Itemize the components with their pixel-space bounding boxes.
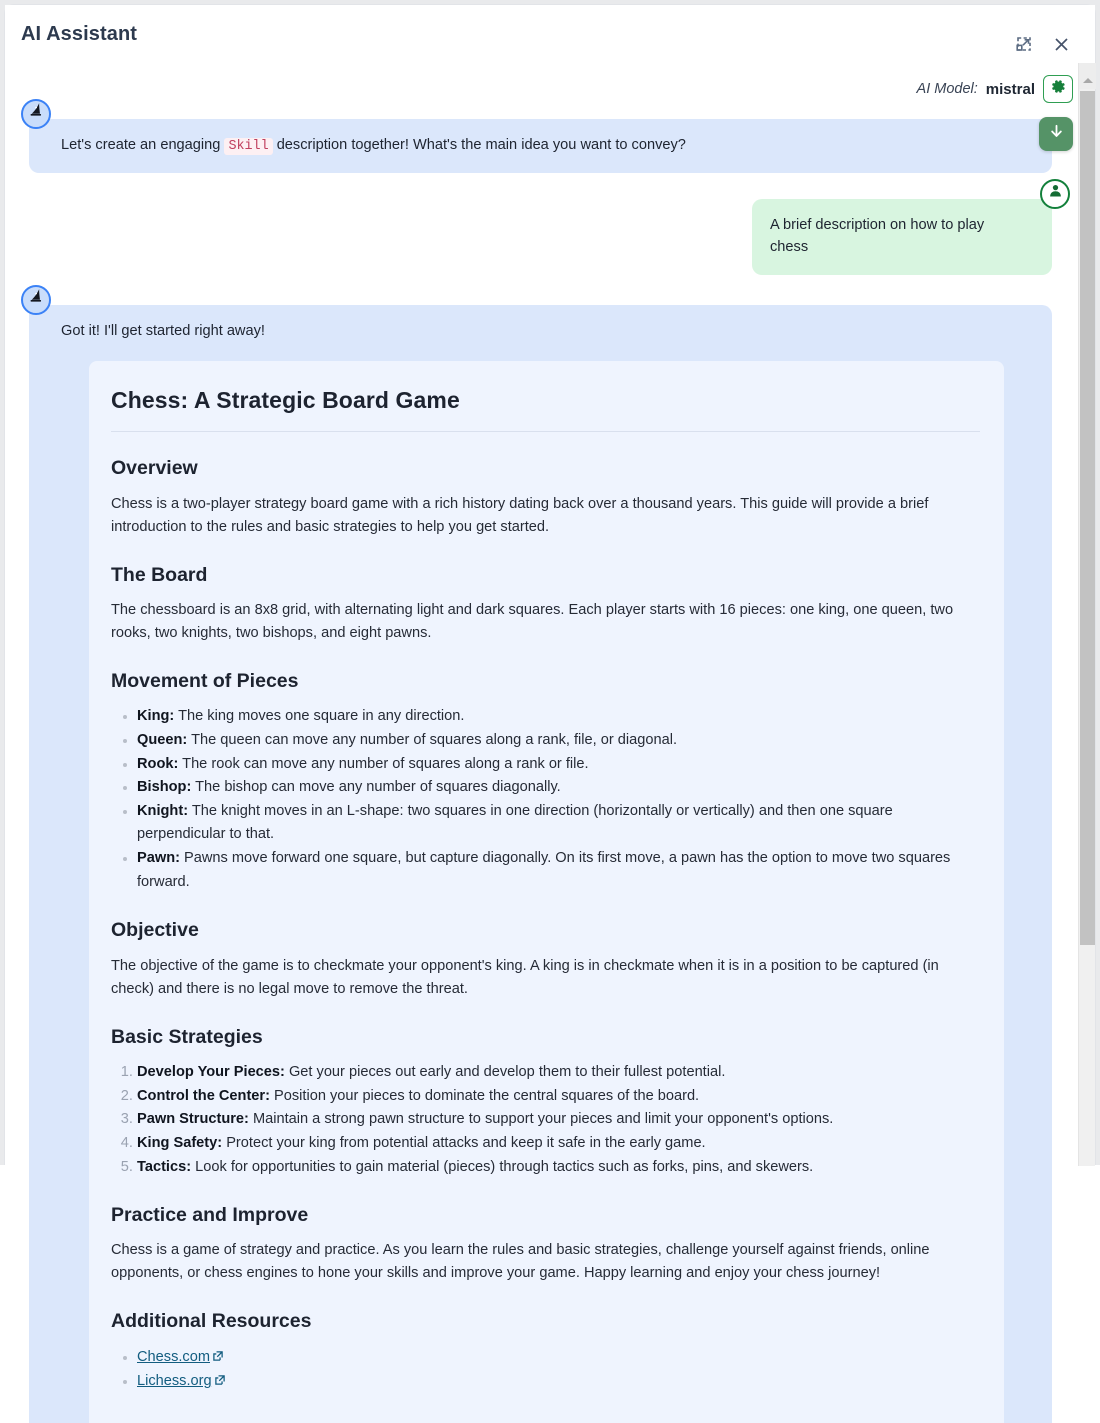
page-title: AI Assistant [21,23,138,45]
list-item-text: Pawns move forward one square, but capture diagonally. On its first move, a pawn has the option to move two squares forward. [137,850,951,890]
list-item-term: Control the Center: [137,1087,270,1104]
list-item [137,1132,980,1156]
model-settings-button[interactable] [1043,75,1073,103]
vertical-scrollbar[interactable] [1078,63,1095,1166]
section-heading-objective: Objective [111,919,199,942]
section-heading-practice-and-improve: Practice and Improve [111,1204,309,1227]
list-item [137,1108,980,1132]
scroll-to-bottom-button[interactable] [1039,117,1073,151]
message-text-before: Let's create an engaging [61,137,225,153]
section-heading-movement-of-pieces: Movement of Pieces [111,669,299,692]
message-bubble [29,119,1052,173]
section-paragraph-practice-and-improve: Chess is a game of strategy and practice. As you learn the rules and basic strategies, challenge yourself against friends, online opponents, or chess engines to hone your skills and improve your game. Happy learning and enjoy your chess journey! [111,1242,930,1282]
list-item [137,753,980,777]
list-item [137,776,980,800]
list-item-term: Queen: [137,731,188,748]
list-item-text: The king moves one square in any direction. [174,708,465,725]
section-heading-basic-strategies: Basic Strategies [111,1025,263,1048]
list-item-term: Pawn Structure: [137,1111,249,1128]
list-item-text: The queen can move any number of squares along a rank, file, or diagonal. [187,731,678,748]
message-bubble [29,305,1052,1423]
list-item [137,1085,980,1109]
document-title: Chess: A Strategic Board Game [111,383,980,433]
list-item [137,1346,980,1371]
list-item-term: Bishop: [137,779,192,796]
additional-resources-list [111,1346,980,1395]
list-item-term: King: [137,708,175,725]
list-item-text: Get your pieces out early and develop them to their fullest potential. [284,1063,726,1080]
person-icon [1047,182,1064,207]
user-avatar [1040,179,1070,209]
list-item-text: The knight moves in an L-shape: two squares in one direction (horizontally or vertically) and then one square perpendicular to that. [137,802,893,843]
ai-assistant-window [4,4,1096,1390]
message-bubble [752,199,1052,275]
list-item-term: Rook: [137,755,179,772]
message-user-1 [5,199,1080,275]
section-paragraph-overview: Chess is a two-player strategy board game with a rich history dating back over a thousand years. This guide will provide a brief introduction to the rules and basic strategies to help you get started. [111,495,929,535]
scrollbar-thumb[interactable] [1080,91,1095,945]
basic-strategies-list [111,1061,980,1179]
scrollbar-up-button[interactable] [1079,63,1096,89]
list-item [137,847,980,894]
chevron-up-icon [1083,78,1093,83]
list-item [137,1061,980,1085]
message-list [5,105,1080,1423]
window-titlebar [5,5,1095,67]
list-item-term: King Safety: [137,1134,223,1151]
list-item-text: Position your pieces to dominate the central squares of the board. [269,1087,700,1104]
link-lichess-org[interactable]: Lichess.org [137,1373,212,1390]
list-item-text: The rook can move any number of squares along a rank or file. [178,755,589,772]
model-selector-row [917,75,1073,103]
list-item [137,729,980,753]
list-item [137,1156,980,1180]
list-item-text: Protect your king from potential attacks and keep it safe in the early game. [222,1134,706,1151]
list-item-term: Tactics: [137,1158,192,1175]
arrow-down-icon [1048,123,1065,145]
list-item-term: Knight: [137,802,189,819]
list-item-term: Develop Your Pieces: [137,1063,285,1080]
expand-icon [1014,35,1033,59]
message-text: A brief description on how to play chess [770,217,985,255]
list-item [137,1370,980,1395]
message-text: Got it! I'll get started right away! [61,322,265,339]
model-name-value: mistral [985,80,1035,98]
assistant-avatar [21,99,51,129]
section-heading-the-board: The Board [111,563,208,586]
list-item-term: Pawn: [137,850,180,867]
message-assistant-2 [5,305,1080,1423]
chat-scroll-area[interactable] [5,105,1097,1390]
list-item-text: Maintain a strong pawn structure to support your pieces and limit your opponent's options. [248,1111,834,1128]
list-item [137,705,980,729]
close-window-button[interactable] [1047,33,1075,61]
section-paragraph-the-board: The chessboard is an 8x8 grid, with alternating light and dark squares. Each player starts with 16 pieces: one king, one queen, two rooks, two knights, two bishops, and eight pawns. [111,601,954,641]
piece-movement-list [111,705,980,894]
link-chess-com[interactable]: Chess.com [137,1348,210,1365]
assistant-avatar [21,285,51,315]
section-paragraph-objective: The objective of the game is to checkmate your opponent's king. A king is in checkmate when it is in a position to be captured (in check) and there is no legal move to remove the threat. [111,957,939,997]
external-link-icon [212,1347,224,1371]
expand-window-button[interactable] [1009,33,1037,61]
generated-document-card [89,361,1004,1423]
list-item [137,800,980,847]
gear-icon [1051,79,1066,99]
message-assistant-1 [5,119,1080,173]
wizard-hat-icon [27,287,45,313]
section-heading-additional-resources: Additional Resources [111,1310,312,1333]
message-text-after: description together! What's the main idea you want to convey? [272,137,686,153]
close-icon [1052,35,1071,59]
inline-code-skill: Skill [224,138,272,155]
list-item-text: Look for opportunities to gain material (pieces) through tactics such as forks, pins, and skewers. [191,1158,814,1175]
wizard-hat-icon [27,101,45,127]
external-link-icon [214,1371,226,1395]
model-label: AI Model: [916,81,978,97]
list-item-text: The bishop can move any number of squares diagonally. [191,779,561,796]
section-heading-overview: Overview [111,457,198,480]
